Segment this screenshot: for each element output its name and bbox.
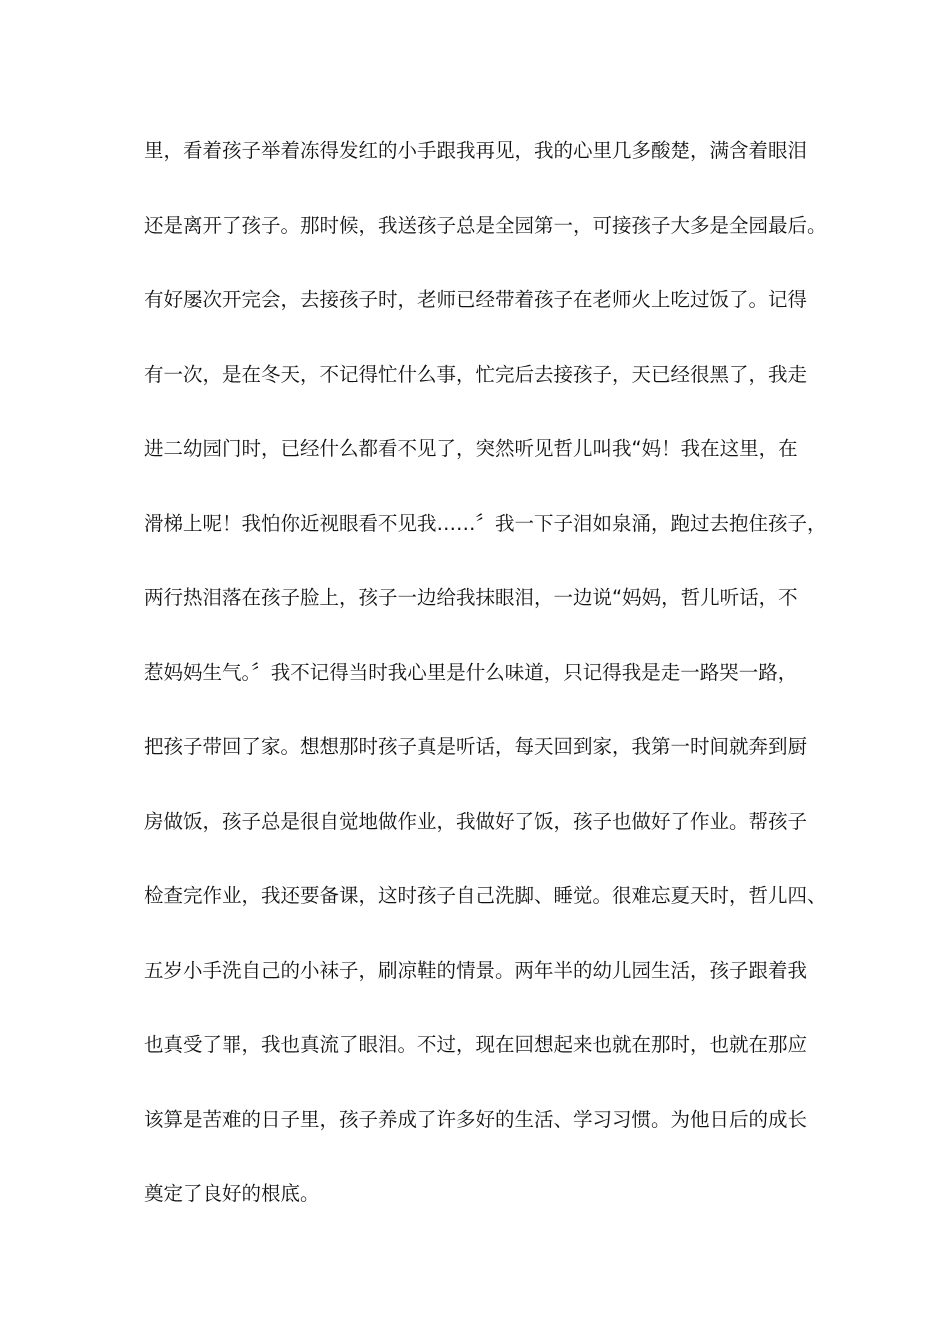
- body-text: [144, 131, 827, 1249]
- text-line: 两行热泪落在孩子脸上，孩子一边给我抹眼泪，一边说“妈妈，哲儿听话，不: [144, 586, 798, 609]
- text-line: 惹妈妈生气。〞我不记得当时我心里是什么味道，只记得我是走一路哭一路，: [144, 660, 798, 684]
- text-line: 里，看着孩子举着冻得发红的小手跟我再见，我的心里几多酸楚，满含着眼泪: [144, 139, 808, 162]
- text-line: 进二幼园门时，已经什么都看不见了，突然听见哲儿叫我“妈！我在这里，在: [144, 437, 798, 460]
- text-line: 滑梯上呢！我怕你近视眼看不见我……〞我一下子泪如泉涌，跑过去抱住孩子，: [144, 511, 827, 535]
- text-line: 五岁小手洗自己的小袜子，刷凉鞋的情景。两年半的幼儿园生活，孩子跟着我: [144, 958, 808, 982]
- text-line: 该算是苦难的日子里，孩子养成了许多好的生活、学习习惯。为他日后的成长: [144, 1107, 808, 1131]
- text-line: 也真受了罪，我也真流了眼泪。不过，现在回想起来也就在那时，也就在那应: [144, 1033, 808, 1056]
- text-line: 检查完作业，我还要备课，这时孩子自己洗脚、睡觉。很难忘夏天时，哲儿四、: [144, 884, 827, 907]
- text-line: 奠定了良好的根底。: [144, 1182, 320, 1205]
- text-line: 还是离开了孩子。那时候，我送孩子总是全园第一，可接孩子大多是全园最后。: [144, 213, 827, 237]
- text-line: 把孩子带回了家。想想那时孩子真是听话，每天回到家，我第一时间就奔到厨: [144, 735, 808, 758]
- text-line: 房做饭，孩子总是很自觉地做作业，我做好了饭，孩子也做好了作业。帮孩子: [144, 809, 808, 833]
- text-line: 有一次，是在冬天，不记得忙什么事，忙完后去接孩子，天已经很黑了，我走: [144, 362, 808, 386]
- text-line: 有好屡次开完会，去接孩子时，老师已经带着孩子在老师火上吃过饭了。记得: [144, 288, 808, 311]
